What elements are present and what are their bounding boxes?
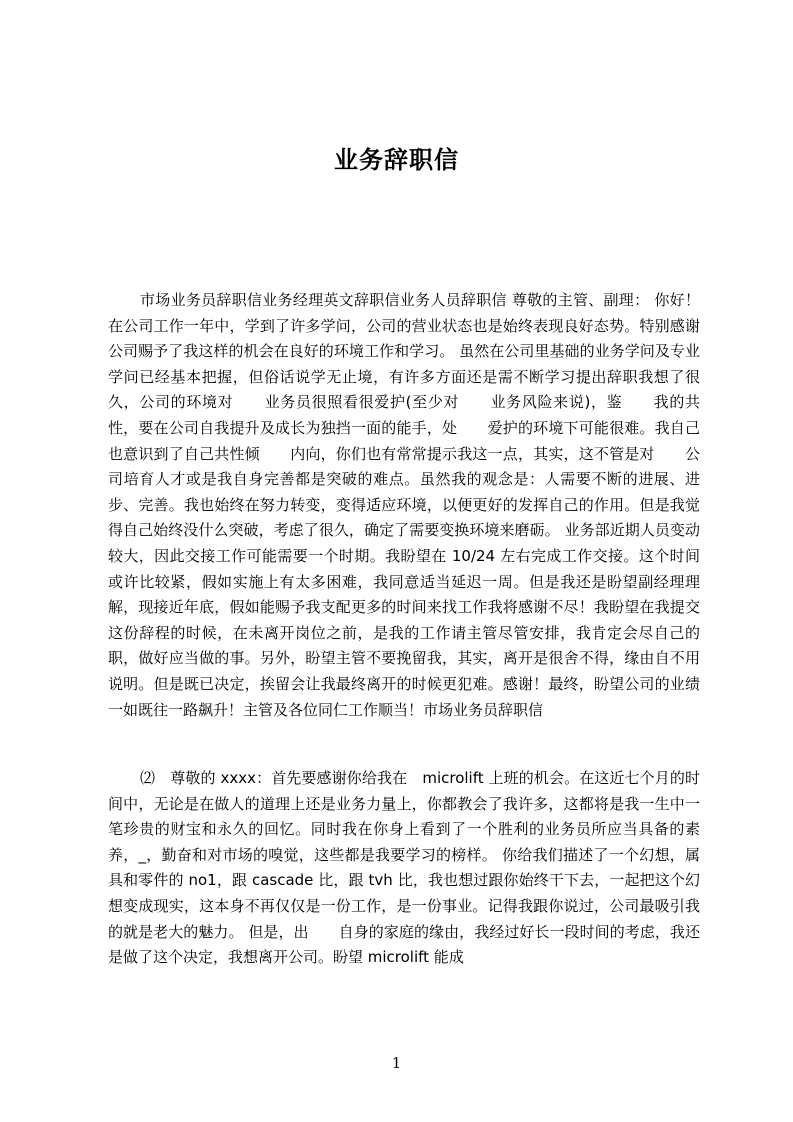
body-paragraph-1: 市场业务员辞职信业务经理英文辞职信业务人员辞职信 尊敬的主管、副理： 你好！在公司工作一年中，学到了许多学问，公司的营业状态也是始终表现良好态势。特别感谢公司赐予了我这样的机会在良好的环境工作和学习。 虽然在公司里基础的业务学问及专业学问已经基本把握，但俗话说学无止境，有许多方面还是需不断学习提出辞职我想了很久，公司的环境对 业务员很照看很爱护(至少对 业务风险来说)，鉴 我的共性，要在公司自我提升及成长为独挡一面的能手，处 爱护的环境下可能很难。我自己也意识到了自己共性倾 内向，你们也有常常提示我这一点，其实，这不管是对 公司培育人才或是我自身完善都是突破的难点。虽然我的观念是：人需要不断的进展、进步、完善。我也始终在努力转变，变得适应环境，以便更好的发挥自己的作用。但是我觉得自己始终没什么突破，考虑了很久，确定了需要变换环境来磨砺。 业务部近期人员变动较大，因此交接工作可能需要一个时期。我盼望在 10/24 左右完成工作交接。这个时间或许比较紧，假如实施上有太多困难，我同意适当延迟一周。但是我还是盼望副经理理解，现接近年底，假如能赐予我支配更多的时间来找工作我将感谢不尽！我盼望在我提交这份辞程的时候，在未离开岗位之前，是我的工作请主管尽管安排，我肯定会尽自己的职，做好应当做的事。另外，盼望主管不要挽留我，其实，离开是很舍不得，缘由自不用说明。但是既已决定，挨留会让我最终离开的时候更犯难。感谢！最终，盼望公司的业绩一如既往一路飙升！主管及各位同仁工作顺当！市场业务员辞职信 [108, 291, 700, 719]
page-number: 1 [391, 1054, 402, 1072]
document-title: 业务辞职信 [334, 146, 459, 174]
body-paragraph-2: ⑵ 尊敬的 xxxx：首先要感谢你给我在 microlift 上班的机会。在这近七个月的时间中，无论是在做人的道理上还是业务力量上，你都教会了我许多，这都将是我一生中一笔珍贵的财宝和永久的回忆。同时我在你身上看到了一个胜利的业务员所应当具备的素养，_，勤奋和对市场的嗅觉，这些都是我要学习的榜样。 你给我们描述了一个幻想，属具和零件的 no1，跟 cascade 比，跟 tvh 比，我也想过跟你始终干下去，一起把这个幻想变成现实，这本身不再仅仅是一份工作，是一份事业。记得我跟你说过，公司最吸引我的就是老大的魅力。 但是，出 自身的家庭的缘由，我经过好长一段时间的考虑，我还是做了这个决定，我想离开公司。盼望 microlift 能成 [108, 769, 700, 967]
